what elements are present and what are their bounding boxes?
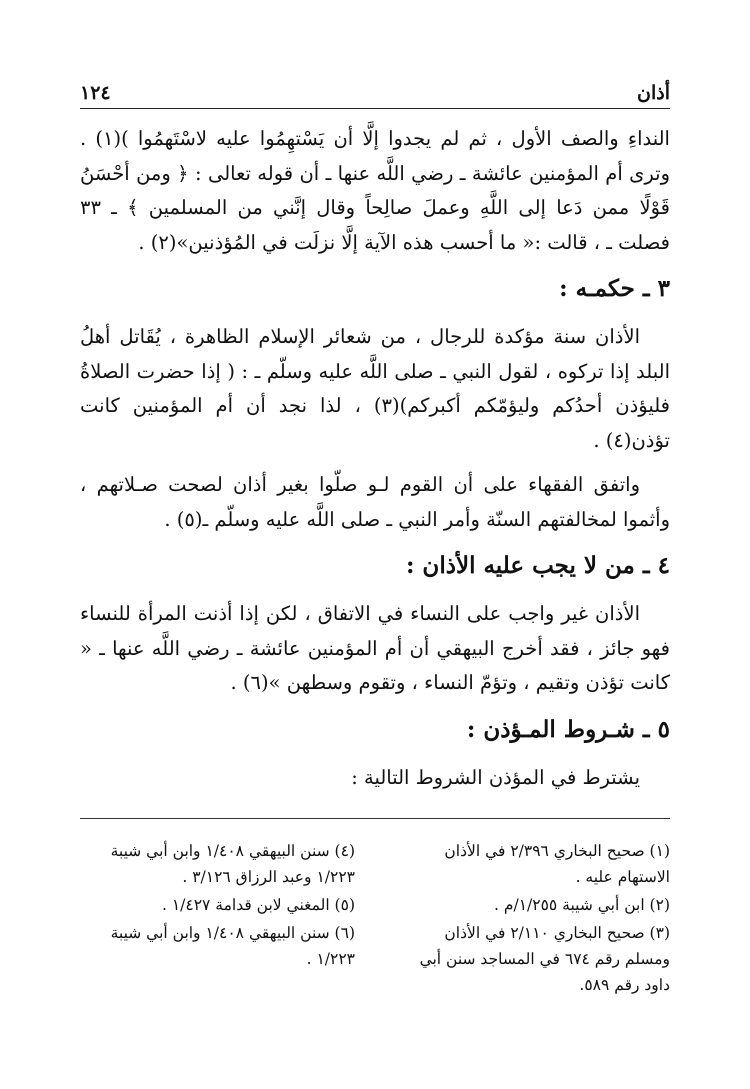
paragraph-2: الأذان سنة مؤكدة للرجال ، من شعائر الإسلام الظاهرة ، يُقَاتل أهلُ البلد إذا تركوه ، لقول النبي ـ صلى اللَّه عليه وسلّم ـ : ( إذا حضرت الصلاةُ فليؤذن أحدُكم وليؤمّكم أكبركم)(٣) ، لذا نجد أن أم المؤمنين كانت تؤذن(٤) . [80, 325, 670, 452]
footnote-divider [80, 818, 670, 819]
footnote: (١) صحيح البخاري ٢/٣٩٦ في الأذان الاستهام عليه . [444, 842, 670, 886]
section-heading-4: ٤ ـ من لا يجب عليه الأذان : [405, 552, 670, 579]
paragraph-3: واتفق الفقهاء على أن القوم لـو صلّوا بغير أذان لصحت صـلاتهم ، وأثموا لمخالفتهم السنّة وأمر النبي ـ صلى اللَّه عليه وسلّم ـ(٥) . [80, 473, 670, 531]
header-title: أذان [637, 82, 670, 104]
paragraph-1: النداءِ والصف الأول ، ثم لم يجدوا إلَّا أن يَسْتهِمُوا عليه لاسْتَهمُوا )(١) . وترى أم المؤمنين عائشة ـ رضي اللَّه عنها ـ أن قوله تعالى : ﴿ ومن أحْسَنُ قَوْلًا ممن دَعا إلى اللَّهِ وعملَ صالِحاً وقال إنَّني من المسلمين ﴾ ـ ٣٣ فصلت ـ ، قالت :« ما أحسب هذه الآية إلَّا نزلَت في المُؤذنين»(٢) . [80, 127, 670, 254]
footnote: (٤) سنن البيهقي ١/٤٠٨ وابن أبي شيبة ١/٢٢٣ وعبد الرزاق ٣/١٢٦ . [110, 842, 355, 886]
footnotes-left-column [80, 838, 355, 1000]
page-number: ١٢٤ [80, 82, 111, 104]
section-heading-5: ٥ ـ شـروط المـؤذن : [466, 715, 670, 743]
footnote: (٣) صحيح البخاري ٢/١١٠ في الأذان ومسلم رقم ٦٧٤ في المساجد سنن أبي داود رقم ٥٨٩. [419, 924, 670, 994]
footnote: (٥) المغني لابن قدامة ١/٤٢٧ . [161, 896, 355, 914]
paragraph-4: الأذان غير واجب على النساء في الاتفاق ، لكن إذا أذنت المرأة للنساء فهو جائز ، فقد أخرج البيهقي أن أم المؤمنين عائشة ـ رضي اللَّه عنها ـ « كانت تؤذن وتقيم ، وتؤمّ النساء ، وتقوم وسطهن »(٦) . [80, 602, 670, 694]
footnote: (٢) ابن أبي شيبة ١/٢٥٥/م . [494, 896, 670, 914]
footnotes [80, 838, 670, 1000]
header-divider [80, 108, 670, 109]
main-text [80, 122, 670, 805]
running-header [80, 70, 670, 104]
footnote: (٦) سنن البيهقي ١/٤٠٨ وابن أبي شيبة ١/٢٢٣ . [110, 924, 355, 968]
section-heading-3: ٣ ـ حكمـه : [559, 275, 670, 302]
paragraph-5: يشترط في المؤذن الشروط التالية : [351, 765, 640, 789]
footnotes-right-column [395, 838, 670, 1000]
